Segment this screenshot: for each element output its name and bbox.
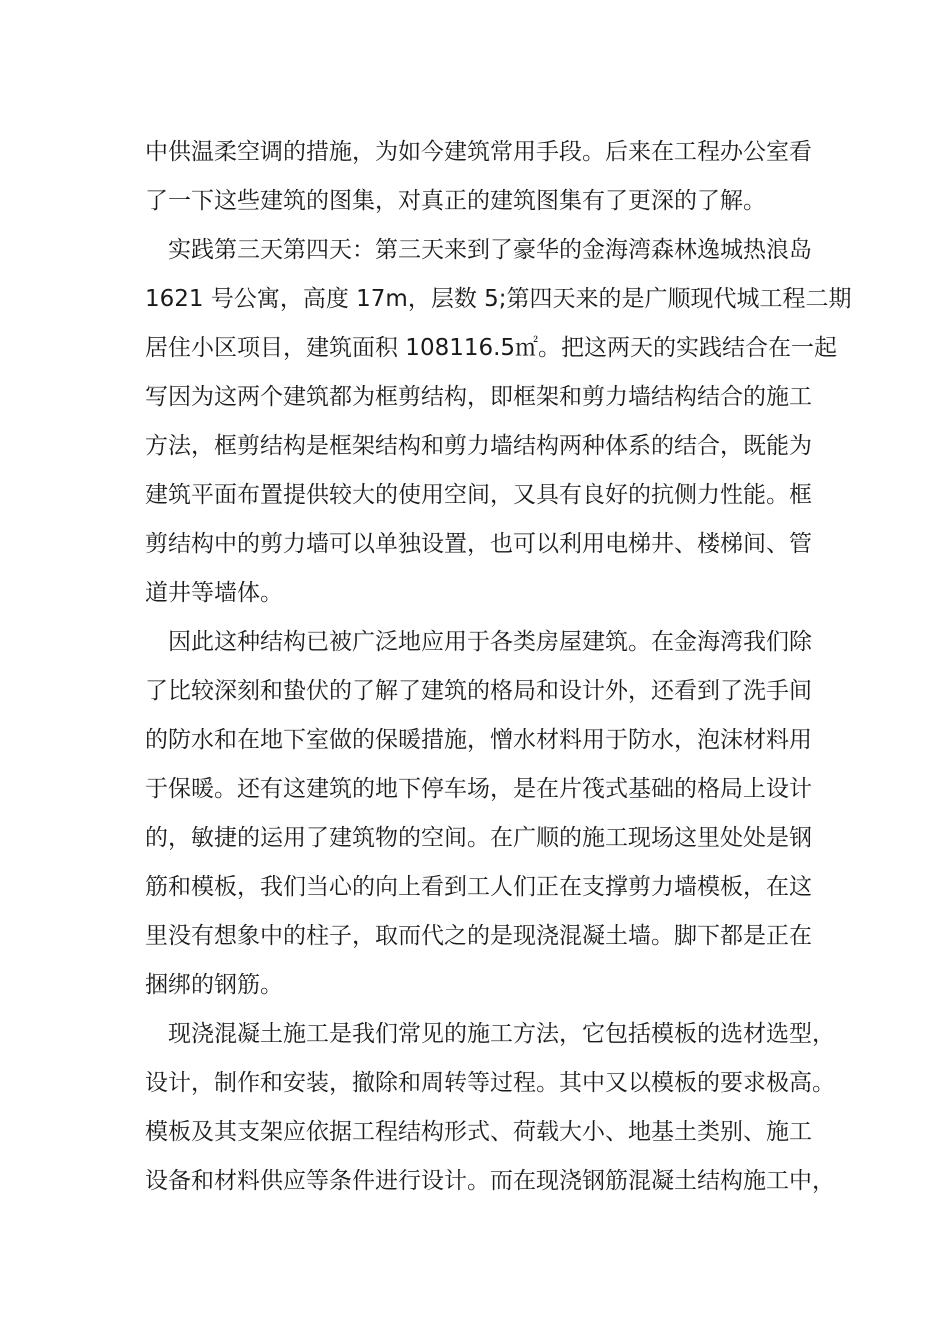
text-line: 了一下这些建筑的图集，对真正的建筑图集有了更深的了解。: [145, 188, 766, 214]
text-line: 写因为这两个建筑都为框剪结构，即框架和剪力墙结构结合的施工: [145, 384, 812, 410]
text-line: 道井等墙体。: [145, 580, 283, 606]
text-line: 于保暖。还有这建筑的地下停车场，是在片筏式基础的格局上设计: [145, 776, 812, 802]
body-text: [145, 128, 852, 1206]
text-line: 方法，框剪结构是框架结构和剪力墙结构两种体系的结合，既能为: [145, 433, 812, 459]
text-line: 剪结构中的剪力墙可以单独设置，也可以利用电梯井、楼梯间、管: [145, 531, 812, 557]
text-line: 了比较深刻和蛰伏的了解了建筑的格局和设计外，还看到了洗手间: [145, 678, 812, 704]
text-line: 1621 号公寓，高度 17m，层数 5;第四天来的是广顺现代城工程二期: [145, 286, 852, 312]
paragraph-first-line: 现浇混凝土施工是我们常见的施工方法，它包括模板的选材选型，: [168, 1021, 835, 1047]
text-line: 中供温柔空调的措施，为如今建筑常用手段。后来在工程办公室看: [145, 139, 812, 165]
text-line: 的防水和在地下室做的保暖措施，憎水材料用于防水，泡沫材料用: [145, 727, 812, 753]
paragraph-first-line: 因此这种结构已被广泛地应用于各类房屋建筑。在金海湾我们除: [168, 629, 812, 655]
text-line: 捆绑的钢筋。: [145, 972, 283, 998]
text-line: 筋和模板，我们当心的向上看到工人们正在支撑剪力墙模板，在这: [145, 874, 812, 900]
text-line: 里没有想象中的柱子，取而代之的是现浇混凝土墙。脚下都是正在: [145, 923, 812, 949]
text-line: 设备和材料供应等条件进行设计。而在现浇钢筋混凝土结构施工中，: [145, 1168, 835, 1194]
text-line: 居住小区项目，建筑面积 108116.5㎡。把这两天的实践结合在一起: [145, 335, 838, 361]
text-line: 模板及其支架应依据工程结构形式、荷载大小、地基土类别、施工: [145, 1119, 812, 1145]
text-line: 建筑平面布置提供较大的使用空间，又具有良好的抗侧力性能。框: [145, 482, 812, 508]
text-line: 的，敏捷的运用了建筑物的空间。在广顺的施工现场这里处处是钢: [145, 825, 812, 851]
paragraph-first-line: 实践第三天第四天：第三天来到了豪华的金海湾森林逸城热浪岛: [168, 237, 812, 263]
text-line: 设计，制作和安装，撤除和周转等过程。其中又以模板的要求极高。: [145, 1070, 835, 1096]
